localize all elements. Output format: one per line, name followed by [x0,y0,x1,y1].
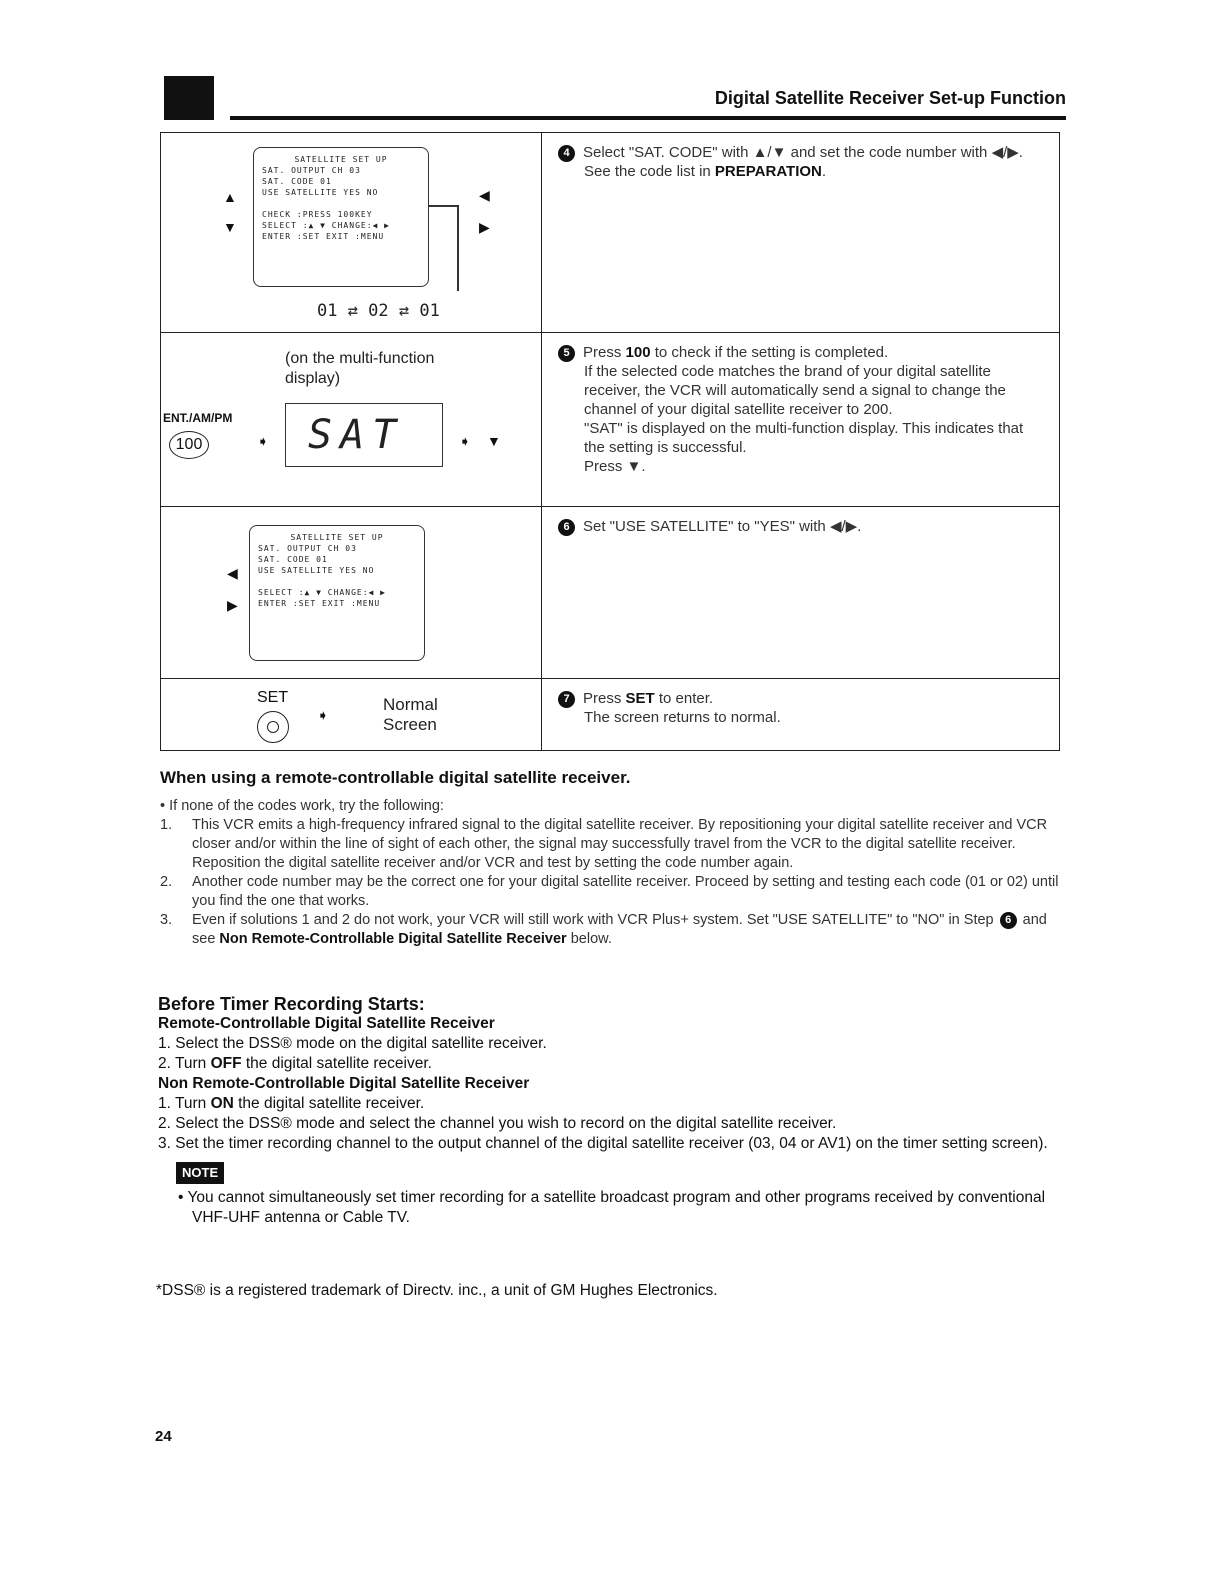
osd-line: SATELLITE SET UP [290,533,384,542]
step-text: See the code list in [584,163,715,180]
step5-text [542,333,1060,507]
left-arrow-icon: ◀ [479,187,490,203]
list-item: 2. Select the DSS® mode and select the channel you wish to record on the digital satellite receiver. [158,1115,837,1132]
step7-illustration [161,679,542,751]
key-label: SET [257,689,289,706]
set-key-icon [257,711,289,743]
step-text: Set "USE SATELLITE" to "YES" with ◀/▶. [583,518,862,535]
timer-section [158,994,1058,1228]
item-text: 1. Turn [158,1095,211,1112]
osd-line [258,576,416,587]
right-arrow-icon: ▶ [479,219,490,235]
steps-table [160,132,1060,751]
step-text: to enter. [654,690,714,707]
step-number: 7 [558,691,575,708]
footnote: *DSS® is a registered trademark of Directv. inc., a unit of GM Hughes Electronics. [156,1282,718,1299]
arrow-right-icon: ➧ [317,707,329,723]
arrow-right-icon: ➧ [257,433,269,449]
normal-screen-label: Normal Screen [383,695,438,734]
item-number: 1. [160,817,173,833]
list-item [158,1054,1058,1074]
remote-tips-list [160,797,1060,949]
step-text-bold: 100 [625,344,651,361]
timer-subtitle: Non Remote-Controllable Digital Satellite Receiver [158,1075,530,1092]
item-text-part: and see [192,912,1047,947]
item-text: the digital satellite receiver. [241,1055,432,1072]
step-text: "SAT" is displayed on the multi-function display. This indicates that the setting is successful. [584,420,1024,456]
step5-illustration [161,333,542,507]
item-number: 2. [160,874,173,890]
step-text-bold: PREPARATION [714,163,822,180]
page-number: 24 [155,1428,172,1445]
down-arrow-icon: ▼ [487,433,501,449]
osd-line: ENTER :SET EXIT :MENU [258,599,381,608]
list-item [158,1094,1058,1114]
step-text: Press [583,690,626,707]
lcd-text: SAT [308,412,405,458]
item-text: 2. Turn [158,1055,211,1072]
remote-section-title: When using a remote-controllable digital satellite receiver. [160,768,631,787]
item-text [192,911,1060,949]
osd-line: CHECK :PRESS 100KEY [262,210,373,219]
osd-line [262,198,420,209]
up-arrow-icon: ▲ [223,189,237,205]
step-number: 4 [558,145,575,162]
step-number: 5 [558,345,575,362]
osd-line: SATELLITE SET UP [294,155,388,164]
osd-line: SAT. CODE 01 [262,177,332,186]
arrow-right-icon: ➧ [459,433,471,449]
osd-line: USE SATELLITE YES NO [262,188,379,197]
page-title: Digital Satellite Receiver Set-up Function [714,88,1066,108]
list-item [160,873,1060,911]
left-arrow-icon: ◀ [227,565,238,581]
step-text: . [821,163,827,180]
note-text: • You cannot simultaneously set timer recording for a satellite broadcast program and other programs received by conventional VHF-UHF antenna or Cable TV. [178,1189,1046,1226]
timer-title: Before Timer Recording Starts: [158,994,425,1014]
note-badge: NOTE [176,1162,224,1184]
code-cycle: 01 ⇄ 02 ⇄ 01 [317,301,440,321]
lcd-display [285,403,443,467]
step-number: 6 [558,519,575,536]
step-text-bold: SET [625,690,655,707]
list-item [160,816,1060,873]
osd-line: SELECT :▲ ▼ CHANGE:◀ ▶ [262,221,390,230]
key-label: ENT./AM/PM [163,411,233,425]
step-text: to check if the setting is completed. [650,344,889,361]
timer-subtitle: Remote-Controllable Digital Satellite Receiver [158,1015,495,1032]
down-arrow-icon: ▼ [223,219,237,235]
step7-text [542,679,1060,751]
step-text: Press [583,344,626,361]
step6-text [542,507,1060,679]
step-number: 6 [1000,912,1017,929]
key-100-icon: 100 [169,431,209,459]
step-text: The screen returns to normal. [584,709,781,726]
osd-screen [249,525,425,661]
item-number: 3. [160,912,173,928]
section-logo-icon [164,76,214,120]
osd-line: SAT. CODE 01 [258,555,328,564]
item-text: Another code number may be the correct one for your digital satellite receiver. Proceed by setting and testing each code (01 or 02) until you find the one that works. [192,874,1059,909]
step-text: Select "SAT. CODE" with ▲/▼ and set the code number with ◀/▶. [583,144,1023,161]
item-text: This VCR emits a high-frequency infrared signal to the digital satellite receiver. By repositioning your digital satellite receiver and VCR closer and/or within the line of sight of each other, the signal may successfully travel from the VCR to the digital satellite receiver. Reposition the digital satellite receiver and/or VCR and test by setting the code number again. [192,817,1048,871]
item-text: the digital satellite receiver. [233,1095,425,1112]
list-item [160,911,1060,949]
osd-screen [253,147,429,287]
osd-line: SAT. OUTPUT CH 03 [258,544,357,553]
item-text-bold: ON [210,1095,234,1112]
step-text: If the selected code matches the brand of your digital satellite receiver, the VCR will automatically send a signal to change the channel of your digital satellite receiver to 200. [584,363,1006,418]
item-text-part: below. [566,931,612,947]
osd-line: ENTER :SET EXIT :MENU [262,232,385,241]
tips-intro: • If none of the codes work, try the following: [160,798,444,814]
callout-line [457,205,459,291]
list-item: 3. Set the timer recording channel to the output channel of the digital satellite receiver (03, 04 or AV1) on the timer setting screen). [158,1135,1048,1152]
osd-line: USE SATELLITE YES NO [258,566,375,575]
step4-illustration [161,133,542,333]
callout-line [429,205,457,207]
header-rule [230,116,1066,120]
step6-illustration [161,507,542,679]
list-item: 1. Select the DSS® mode on the digital satellite receiver. [158,1035,547,1052]
item-text-bold: OFF [210,1055,242,1072]
item-text-part: Even if solutions 1 and 2 do not work, your VCR will still work with VCR Plus+ system. Set "USE SATELLITE" to "NO" in Step [192,912,998,928]
item-text-bold: Non Remote-Controllable Digital Satellite Receiver [219,931,567,947]
step-text: Press ▼. [584,458,646,475]
osd-line: SAT. OUTPUT CH 03 [262,166,361,175]
step4-text [542,133,1060,333]
display-caption: (on the multi-function display) [285,350,435,387]
osd-line: SELECT :▲ ▼ CHANGE:◀ ▶ [258,588,386,597]
right-arrow-icon: ▶ [227,597,238,613]
